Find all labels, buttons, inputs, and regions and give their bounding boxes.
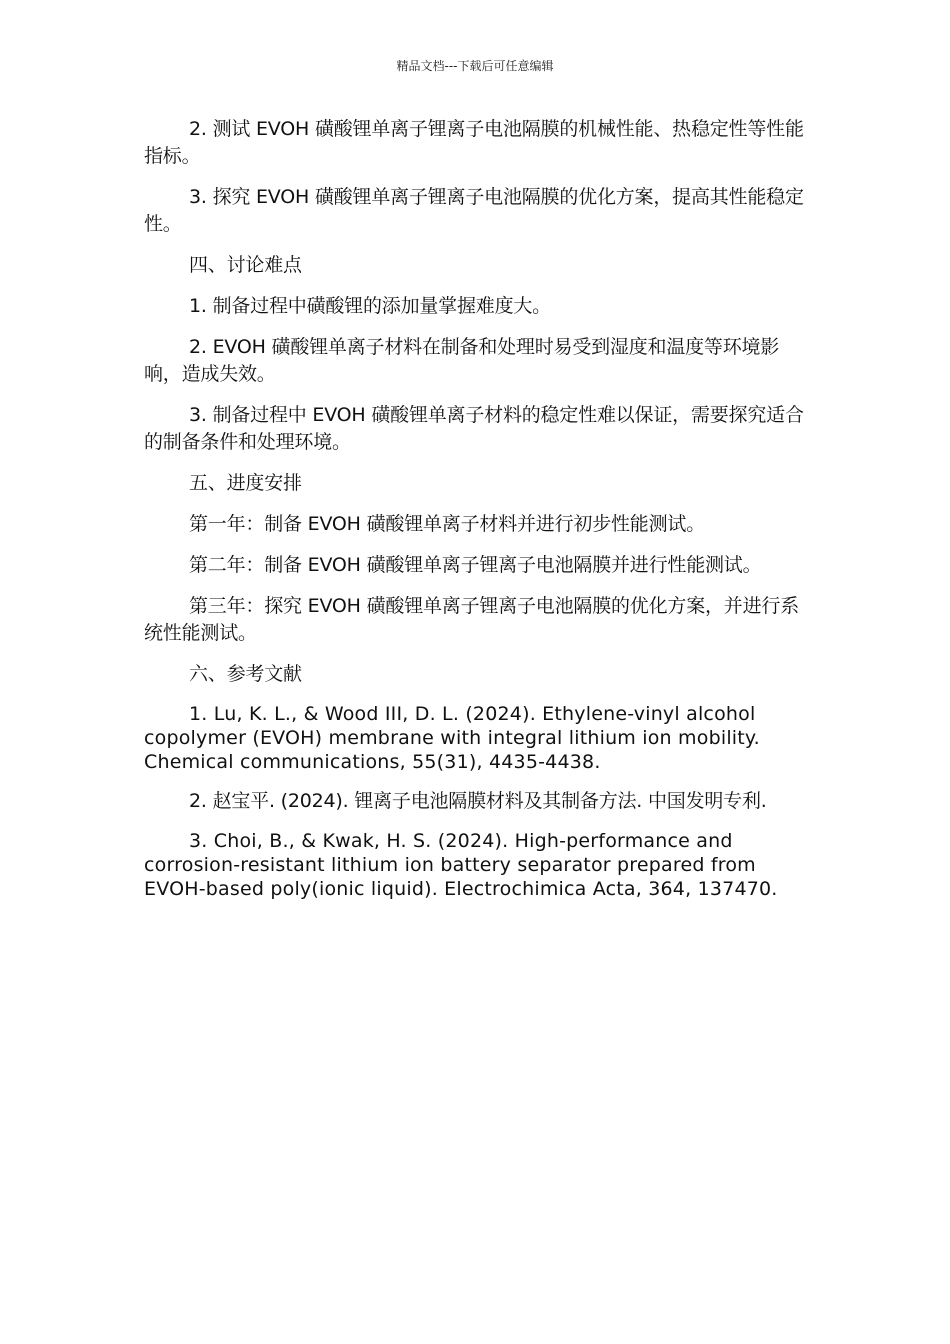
paragraph-year-2: 第二年：制备 EVOH 磺酸锂单离子锂离子电池隔膜并进行性能测试。 (189, 554, 762, 576)
paragraph-year-1: 第一年：制备 EVOH 磺酸锂单离子材料并进行初步性能测试。 (189, 513, 705, 535)
paragraph-difficulty-2: 2. EVOH 磺酸锂单离子材料在制备和处理时易受到湿度和温度等环境影响，造成失效。 (144, 336, 780, 385)
document-body (144, 116, 808, 915)
paragraph-optimization: 3. 探究 EVOH 磺酸锂单离子锂离子电池隔膜的优化方案，提高其性能稳定性。 (144, 186, 804, 235)
reference-2: 2. 赵宝平. (2024). 锂离子电池隔膜材料及其制备方法. 中国发明专利. (189, 790, 767, 812)
section-heading-schedule: 五、进度安排 (189, 472, 302, 494)
paragraph-year-3: 第三年：探究 EVOH 磺酸锂单离子锂离子电池隔膜的优化方案，并进行系统性能测试。 (144, 595, 799, 644)
paragraph-test-performance: 2. 测试 EVOH 磺酸锂单离子锂离子电池隔膜的机械性能、热稳定性等性能指标。 (144, 118, 804, 167)
reference-3: 3. Choi, B., & Kwak, H. S. (2024). High-performance and corrosion-resistant lithium ion battery separator prepared from EVOH-based poly(ionic liquid). Electrochimica Acta, 364, 137470. (144, 830, 778, 900)
section-heading-references: 六、参考文献 (189, 663, 302, 685)
paragraph-difficulty-3: 3. 制备过程中 EVOH 磺酸锂单离子材料的稳定性难以保证，需要探究适合的制备条件和处理环境。 (144, 404, 804, 453)
paragraph-difficulty-1: 1. 制备过程中磺酸锂的添加量掌握难度大。 (189, 295, 551, 317)
section-heading-difficulties: 四、讨论难点 (189, 254, 302, 276)
reference-1: 1. Lu, K. L., & Wood III, D. L. (2024). Ethylene-vinyl alcohol copolymer (EVOH) membrane with integral lithium ion mobility. Chemical communications, 55(31), 4435-4438. (144, 703, 760, 773)
page-header: 精品文档---下载后可任意编辑 (396, 59, 554, 73)
